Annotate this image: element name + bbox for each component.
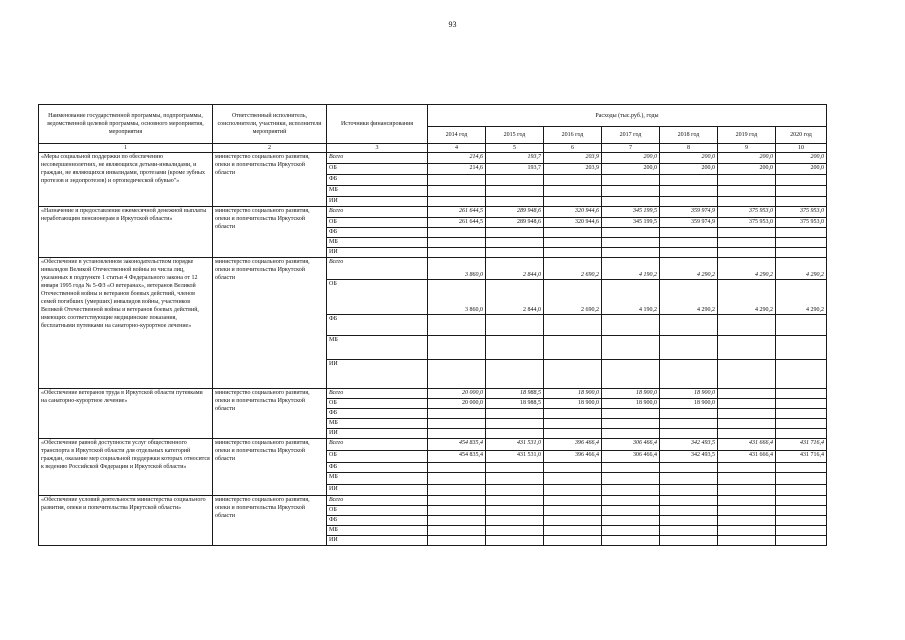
funding-source: ОБ — [327, 451, 428, 463]
amount-cell — [660, 238, 718, 248]
amount-cell: 431 531,0 — [486, 439, 544, 451]
funding-source: ФБ — [327, 409, 428, 419]
amount-cell — [544, 175, 602, 186]
funding-source: Всего — [327, 153, 428, 164]
amount-cell: 320 944,6 — [544, 218, 602, 228]
amount-cell — [660, 473, 718, 485]
header-row — [39, 105, 827, 127]
amount-cell: 18 900,0 — [544, 389, 602, 399]
amount-cell: 214,6 — [428, 153, 486, 164]
amount-cell — [602, 419, 660, 429]
amount-cell — [544, 248, 602, 258]
amount-cell — [718, 399, 776, 409]
amount-cell — [718, 228, 776, 238]
amount-cell — [486, 238, 544, 248]
amount-cell — [428, 429, 486, 439]
amount-cell — [718, 197, 776, 207]
header-year: 2020 год — [776, 127, 827, 144]
amount-cell — [776, 360, 827, 389]
amount-cell: 320 944,6 — [544, 207, 602, 218]
amount-cell — [486, 473, 544, 485]
table-row — [39, 389, 827, 399]
amount-cell — [660, 506, 718, 516]
amount-cell — [776, 197, 827, 207]
funding-source: ФБ — [327, 175, 428, 186]
program-name: «Обеспечение ветеранов труда в Иркутской области путевками на санаторно-курортное лечение» — [39, 389, 213, 439]
amount-cell — [660, 409, 718, 419]
amount-cell — [428, 526, 486, 536]
header-executor: Ответственный исполнитель, соисполнители, участники, исполнители мероприятий — [213, 105, 327, 144]
amount-cell: 18 900,0 — [660, 399, 718, 409]
amount-cell — [718, 389, 776, 399]
amount-cell: 431 666,4 — [718, 451, 776, 463]
amount-cell: 359 974,9 — [660, 207, 718, 218]
amount-cell — [776, 419, 827, 429]
column-number: 2 — [213, 144, 327, 153]
amount-cell: 214,6 — [428, 164, 486, 175]
amount-cell — [486, 175, 544, 186]
column-number: 7 — [602, 144, 660, 153]
amount-cell: 345 199,5 — [602, 218, 660, 228]
amount-cell — [660, 419, 718, 429]
amount-cell — [718, 463, 776, 473]
funding-source: Всего — [327, 258, 428, 280]
amount-cell: 375 953,0 — [718, 218, 776, 228]
amount-cell — [544, 409, 602, 419]
program-name: «Меры социальной поддержки по обеспечению несовершеннолетних, не являющихся детьми-инвалидами, и граждан, не являющихся инвалидами, протезами (кроме зубных протезов и эндопротезов) и ортопедической обувью"» — [39, 153, 213, 207]
funding-source: ОБ — [327, 218, 428, 228]
amount-cell — [718, 506, 776, 516]
amount-cell — [544, 186, 602, 197]
funding-source: ИИ — [327, 429, 428, 439]
amount-cell — [776, 238, 827, 248]
amount-cell — [660, 315, 718, 336]
amount-cell — [718, 186, 776, 197]
funding-source: ФБ — [327, 516, 428, 526]
amount-cell — [428, 536, 486, 546]
amount-cell — [486, 315, 544, 336]
amount-cell — [486, 463, 544, 473]
amount-cell — [602, 360, 660, 389]
column-number: 4 — [428, 144, 486, 153]
funding-source: ОБ — [327, 280, 428, 315]
funding-source: ИИ — [327, 536, 428, 546]
table-row — [39, 496, 827, 506]
amount-cell: 200,0 — [776, 153, 827, 164]
executor-name: министерство социального развития, опеки и попечительства Иркутской области — [213, 496, 327, 546]
column-number: 10 — [776, 144, 827, 153]
funding-source: МБ — [327, 419, 428, 429]
amount-cell — [602, 409, 660, 419]
amount-cell — [718, 238, 776, 248]
header-year: 2014 год — [428, 127, 486, 144]
table-body — [39, 153, 827, 546]
amount-cell — [428, 248, 486, 258]
amount-cell — [544, 536, 602, 546]
amount-cell — [602, 473, 660, 485]
amount-cell — [544, 336, 602, 360]
amount-cell: 193,7 — [486, 164, 544, 175]
amount-cell: 261 644,5 — [428, 207, 486, 218]
amount-cell: 4 290,2 — [776, 258, 827, 280]
funding-source: ИИ — [327, 360, 428, 389]
amount-cell: 20 000,0 — [428, 399, 486, 409]
amount-cell: 375 953,0 — [776, 218, 827, 228]
header-year: 2017 год — [602, 127, 660, 144]
amount-cell — [602, 336, 660, 360]
amount-cell — [718, 496, 776, 506]
table-row — [39, 207, 827, 218]
amount-cell — [602, 485, 660, 496]
program-name: «Обеспечение равной доступности услуг общественного транспорта в Иркутской области для отдельных категорий граждан, оказание мер социальной поддержки которых относится к ведению Российской Федерации и Иркутской области» — [39, 439, 213, 496]
amount-cell — [718, 175, 776, 186]
funding-source: Всего — [327, 496, 428, 506]
amount-cell — [718, 516, 776, 526]
program-name: «Обеспечение условий деятельности министерства социального развития, опеки и попечительства Иркутской области» — [39, 496, 213, 546]
amount-cell — [776, 409, 827, 419]
amount-cell — [718, 409, 776, 419]
amount-cell — [486, 336, 544, 360]
amount-cell: 203,9 — [544, 153, 602, 164]
amount-cell — [428, 485, 486, 496]
amount-cell — [660, 186, 718, 197]
amount-cell: 193,7 — [486, 153, 544, 164]
amount-cell — [776, 429, 827, 439]
amount-cell — [776, 315, 827, 336]
amount-cell — [660, 536, 718, 546]
funding-source: МБ — [327, 526, 428, 536]
amount-cell: 431 716,4 — [776, 451, 827, 463]
amount-cell — [428, 496, 486, 506]
amount-cell — [602, 238, 660, 248]
amount-cell: 289 948,6 — [486, 207, 544, 218]
table-row — [39, 258, 827, 280]
amount-cell: 342 493,5 — [660, 439, 718, 451]
program-name: «Обеспечение в установленном законодательством порядке инвалидов Великой Отечественной войны из числа лиц, указанных в подпункте 1 статьи 4 Федерального закона от 12 января 1995 года № 5-ФЗ «О ветеранах», ветеранов Великой Отечественной войны и ветеранов боевых действий, членов семей погибших (умерших) инвалидов войны, участников Великой Отечественной войны и ветеранов боевых действий, имеющих соответствующие медицинские показания, бесплатными путевками на санаторно-курортное лечение» — [39, 258, 213, 389]
funding-source: МБ — [327, 336, 428, 360]
amount-cell — [544, 516, 602, 526]
amount-cell: 200,0 — [602, 153, 660, 164]
amount-cell — [428, 463, 486, 473]
amount-cell — [776, 473, 827, 485]
amount-cell — [544, 238, 602, 248]
amount-cell — [544, 315, 602, 336]
amount-cell — [660, 360, 718, 389]
amount-cell — [660, 485, 718, 496]
amount-cell: 20 000,0 — [428, 389, 486, 399]
amount-cell: 359 974,9 — [660, 218, 718, 228]
amount-cell — [544, 429, 602, 439]
amount-cell: 431 531,0 — [486, 451, 544, 463]
funding-source: ИИ — [327, 197, 428, 207]
amount-cell — [486, 248, 544, 258]
header-year: 2015 год — [486, 127, 544, 144]
amount-cell: 261 644,5 — [428, 218, 486, 228]
amount-cell: 18 988,5 — [486, 389, 544, 399]
amount-cell — [718, 315, 776, 336]
amount-cell — [718, 429, 776, 439]
executor-name: министерство социального развития, опеки и попечительства Иркутской области — [213, 439, 327, 496]
amount-cell — [718, 336, 776, 360]
column-number: 6 — [544, 144, 602, 153]
amount-cell — [718, 360, 776, 389]
amount-cell — [718, 536, 776, 546]
amount-cell — [544, 506, 602, 516]
amount-cell — [428, 506, 486, 516]
amount-cell: 306 466,4 — [602, 451, 660, 463]
amount-cell: 18 900,0 — [602, 389, 660, 399]
executor-name: министерство социального развития, опеки и попечительства Иркутской области — [213, 153, 327, 207]
amount-cell — [602, 536, 660, 546]
amount-cell — [776, 485, 827, 496]
amount-cell: 200,0 — [718, 153, 776, 164]
header-source: Источники финансирования — [327, 105, 428, 144]
amount-cell: 200,0 — [660, 164, 718, 175]
amount-cell — [486, 186, 544, 197]
amount-cell — [776, 186, 827, 197]
amount-cell: 2 844,0 — [486, 280, 544, 315]
amount-cell: 454 835,4 — [428, 439, 486, 451]
amount-cell — [660, 248, 718, 258]
amount-cell — [544, 360, 602, 389]
amount-cell — [544, 419, 602, 429]
amount-cell: 454 835,4 — [428, 451, 486, 463]
amount-cell — [428, 238, 486, 248]
amount-cell — [602, 248, 660, 258]
amount-cell — [602, 463, 660, 473]
amount-cell: 18 900,0 — [544, 399, 602, 409]
amount-cell — [428, 315, 486, 336]
header-program: Наименование государственной программы, подпрограммы, ведомственной целевой программы, основного мероприятия, мероприятия — [39, 105, 213, 144]
amount-cell — [486, 485, 544, 496]
amount-cell — [486, 506, 544, 516]
amount-cell — [660, 526, 718, 536]
amount-cell: 200,0 — [602, 164, 660, 175]
amount-cell — [428, 419, 486, 429]
funding-source: ИИ — [327, 485, 428, 496]
amount-cell: 203,9 — [544, 164, 602, 175]
amount-cell — [776, 175, 827, 186]
table-row — [39, 153, 827, 164]
amount-cell — [776, 389, 827, 399]
amount-cell: 431 716,4 — [776, 439, 827, 451]
amount-cell: 2 690,2 — [544, 280, 602, 315]
amount-cell: 306 466,4 — [602, 439, 660, 451]
header-expenses: Расходы (тыс.руб.), годы — [428, 105, 827, 127]
amount-cell — [428, 516, 486, 526]
amount-cell — [602, 175, 660, 186]
amount-cell: 18 988,5 — [486, 399, 544, 409]
amount-cell — [718, 248, 776, 258]
amount-cell — [544, 197, 602, 207]
executor-name: министерство социального развития, опеки и попечительства Иркутской области — [213, 207, 327, 258]
funding-source: МБ — [327, 186, 428, 197]
amount-cell — [428, 473, 486, 485]
amount-cell — [776, 496, 827, 506]
amount-cell: 375 953,0 — [718, 207, 776, 218]
amount-cell: 396 466,4 — [544, 451, 602, 463]
amount-cell — [776, 228, 827, 238]
amount-cell: 3 860,0 — [428, 258, 486, 280]
amount-cell — [486, 197, 544, 207]
amount-cell — [486, 360, 544, 389]
funding-source: ФБ — [327, 463, 428, 473]
amount-cell: 200,0 — [660, 153, 718, 164]
amount-cell — [544, 463, 602, 473]
budget-table — [38, 104, 827, 546]
amount-cell — [544, 473, 602, 485]
amount-cell: 342 493,5 — [660, 451, 718, 463]
amount-cell — [428, 175, 486, 186]
amount-cell — [602, 197, 660, 207]
funding-source: ОБ — [327, 164, 428, 175]
amount-cell — [660, 175, 718, 186]
amount-cell: 375 953,0 — [776, 207, 827, 218]
amount-cell: 2 844,0 — [486, 258, 544, 280]
executor-name: министерство социального развития, опеки и попечительства Иркутской области — [213, 389, 327, 439]
column-number: 8 — [660, 144, 718, 153]
amount-cell — [602, 516, 660, 526]
amount-cell — [602, 429, 660, 439]
funding-source: Всего — [327, 389, 428, 399]
amount-cell — [776, 526, 827, 536]
amount-cell — [544, 485, 602, 496]
amount-cell — [428, 197, 486, 207]
amount-cell — [544, 526, 602, 536]
amount-cell: 3 860,0 — [428, 280, 486, 315]
amount-cell — [602, 186, 660, 197]
amount-cell: 289 948,6 — [486, 218, 544, 228]
header-year: 2018 год — [660, 127, 718, 144]
funding-source: ОБ — [327, 506, 428, 516]
amount-cell — [660, 336, 718, 360]
amount-cell — [428, 228, 486, 238]
column-number: 3 — [327, 144, 428, 153]
amount-cell — [660, 228, 718, 238]
program-name: «Назначение и предоставление ежемесячной денежной выплаты неработающим пенсионерам в Иркутской области» — [39, 207, 213, 258]
amount-cell: 345 199,5 — [602, 207, 660, 218]
amount-cell: 4 290,2 — [718, 258, 776, 280]
amount-cell — [660, 429, 718, 439]
column-number: 1 — [39, 144, 213, 153]
amount-cell — [776, 399, 827, 409]
amount-cell — [486, 409, 544, 419]
funding-source: ИИ — [327, 248, 428, 258]
funding-source: Всего — [327, 207, 428, 218]
amount-cell — [776, 336, 827, 360]
amount-cell — [428, 336, 486, 360]
amount-cell — [486, 536, 544, 546]
amount-cell: 18 900,0 — [602, 399, 660, 409]
amount-cell — [602, 496, 660, 506]
amount-cell: 431 666,4 — [718, 439, 776, 451]
amount-cell — [428, 360, 486, 389]
amount-cell — [486, 496, 544, 506]
amount-cell: 200,0 — [718, 164, 776, 175]
funding-source: ОБ — [327, 399, 428, 409]
amount-cell — [660, 197, 718, 207]
amount-cell — [602, 506, 660, 516]
column-numbers-row — [39, 144, 827, 153]
amount-cell: 4 190,2 — [602, 258, 660, 280]
amount-cell — [486, 429, 544, 439]
amount-cell: 396 466,4 — [544, 439, 602, 451]
amount-cell — [660, 516, 718, 526]
executor-name: министерство социального развития, опеки и попечительства Иркутской области — [213, 258, 327, 389]
amount-cell — [718, 419, 776, 429]
amount-cell: 200,0 — [776, 164, 827, 175]
funding-source: Всего — [327, 439, 428, 451]
table-row — [39, 439, 827, 451]
amount-cell — [544, 228, 602, 238]
amount-cell — [486, 419, 544, 429]
column-number: 9 — [718, 144, 776, 153]
amount-cell — [718, 473, 776, 485]
amount-cell — [602, 315, 660, 336]
amount-cell: 4 290,2 — [660, 280, 718, 315]
amount-cell — [544, 496, 602, 506]
amount-cell: 2 690,2 — [544, 258, 602, 280]
amount-cell — [486, 228, 544, 238]
amount-cell: 4 290,2 — [776, 280, 827, 315]
amount-cell: 18 900,0 — [660, 389, 718, 399]
amount-cell — [776, 516, 827, 526]
amount-cell — [486, 526, 544, 536]
amount-cell — [486, 516, 544, 526]
amount-cell — [660, 463, 718, 473]
funding-source: МБ — [327, 473, 428, 485]
funding-source: ФБ — [327, 315, 428, 336]
funding-source: ФБ — [327, 228, 428, 238]
amount-cell: 4 190,2 — [602, 280, 660, 315]
funding-source: МБ — [327, 238, 428, 248]
amount-cell — [428, 186, 486, 197]
column-number: 5 — [486, 144, 544, 153]
header-year: 2016 год — [544, 127, 602, 144]
amount-cell — [718, 485, 776, 496]
amount-cell — [776, 463, 827, 473]
header-year: 2019 год — [718, 127, 776, 144]
amount-cell: 4 290,2 — [660, 258, 718, 280]
amount-cell — [602, 228, 660, 238]
amount-cell — [776, 248, 827, 258]
amount-cell — [776, 506, 827, 516]
amount-cell — [602, 526, 660, 536]
amount-cell: 4 290,2 — [718, 280, 776, 315]
amount-cell — [776, 536, 827, 546]
page-number: 93 — [448, 20, 457, 29]
amount-cell — [660, 496, 718, 506]
amount-cell — [428, 409, 486, 419]
amount-cell — [718, 526, 776, 536]
